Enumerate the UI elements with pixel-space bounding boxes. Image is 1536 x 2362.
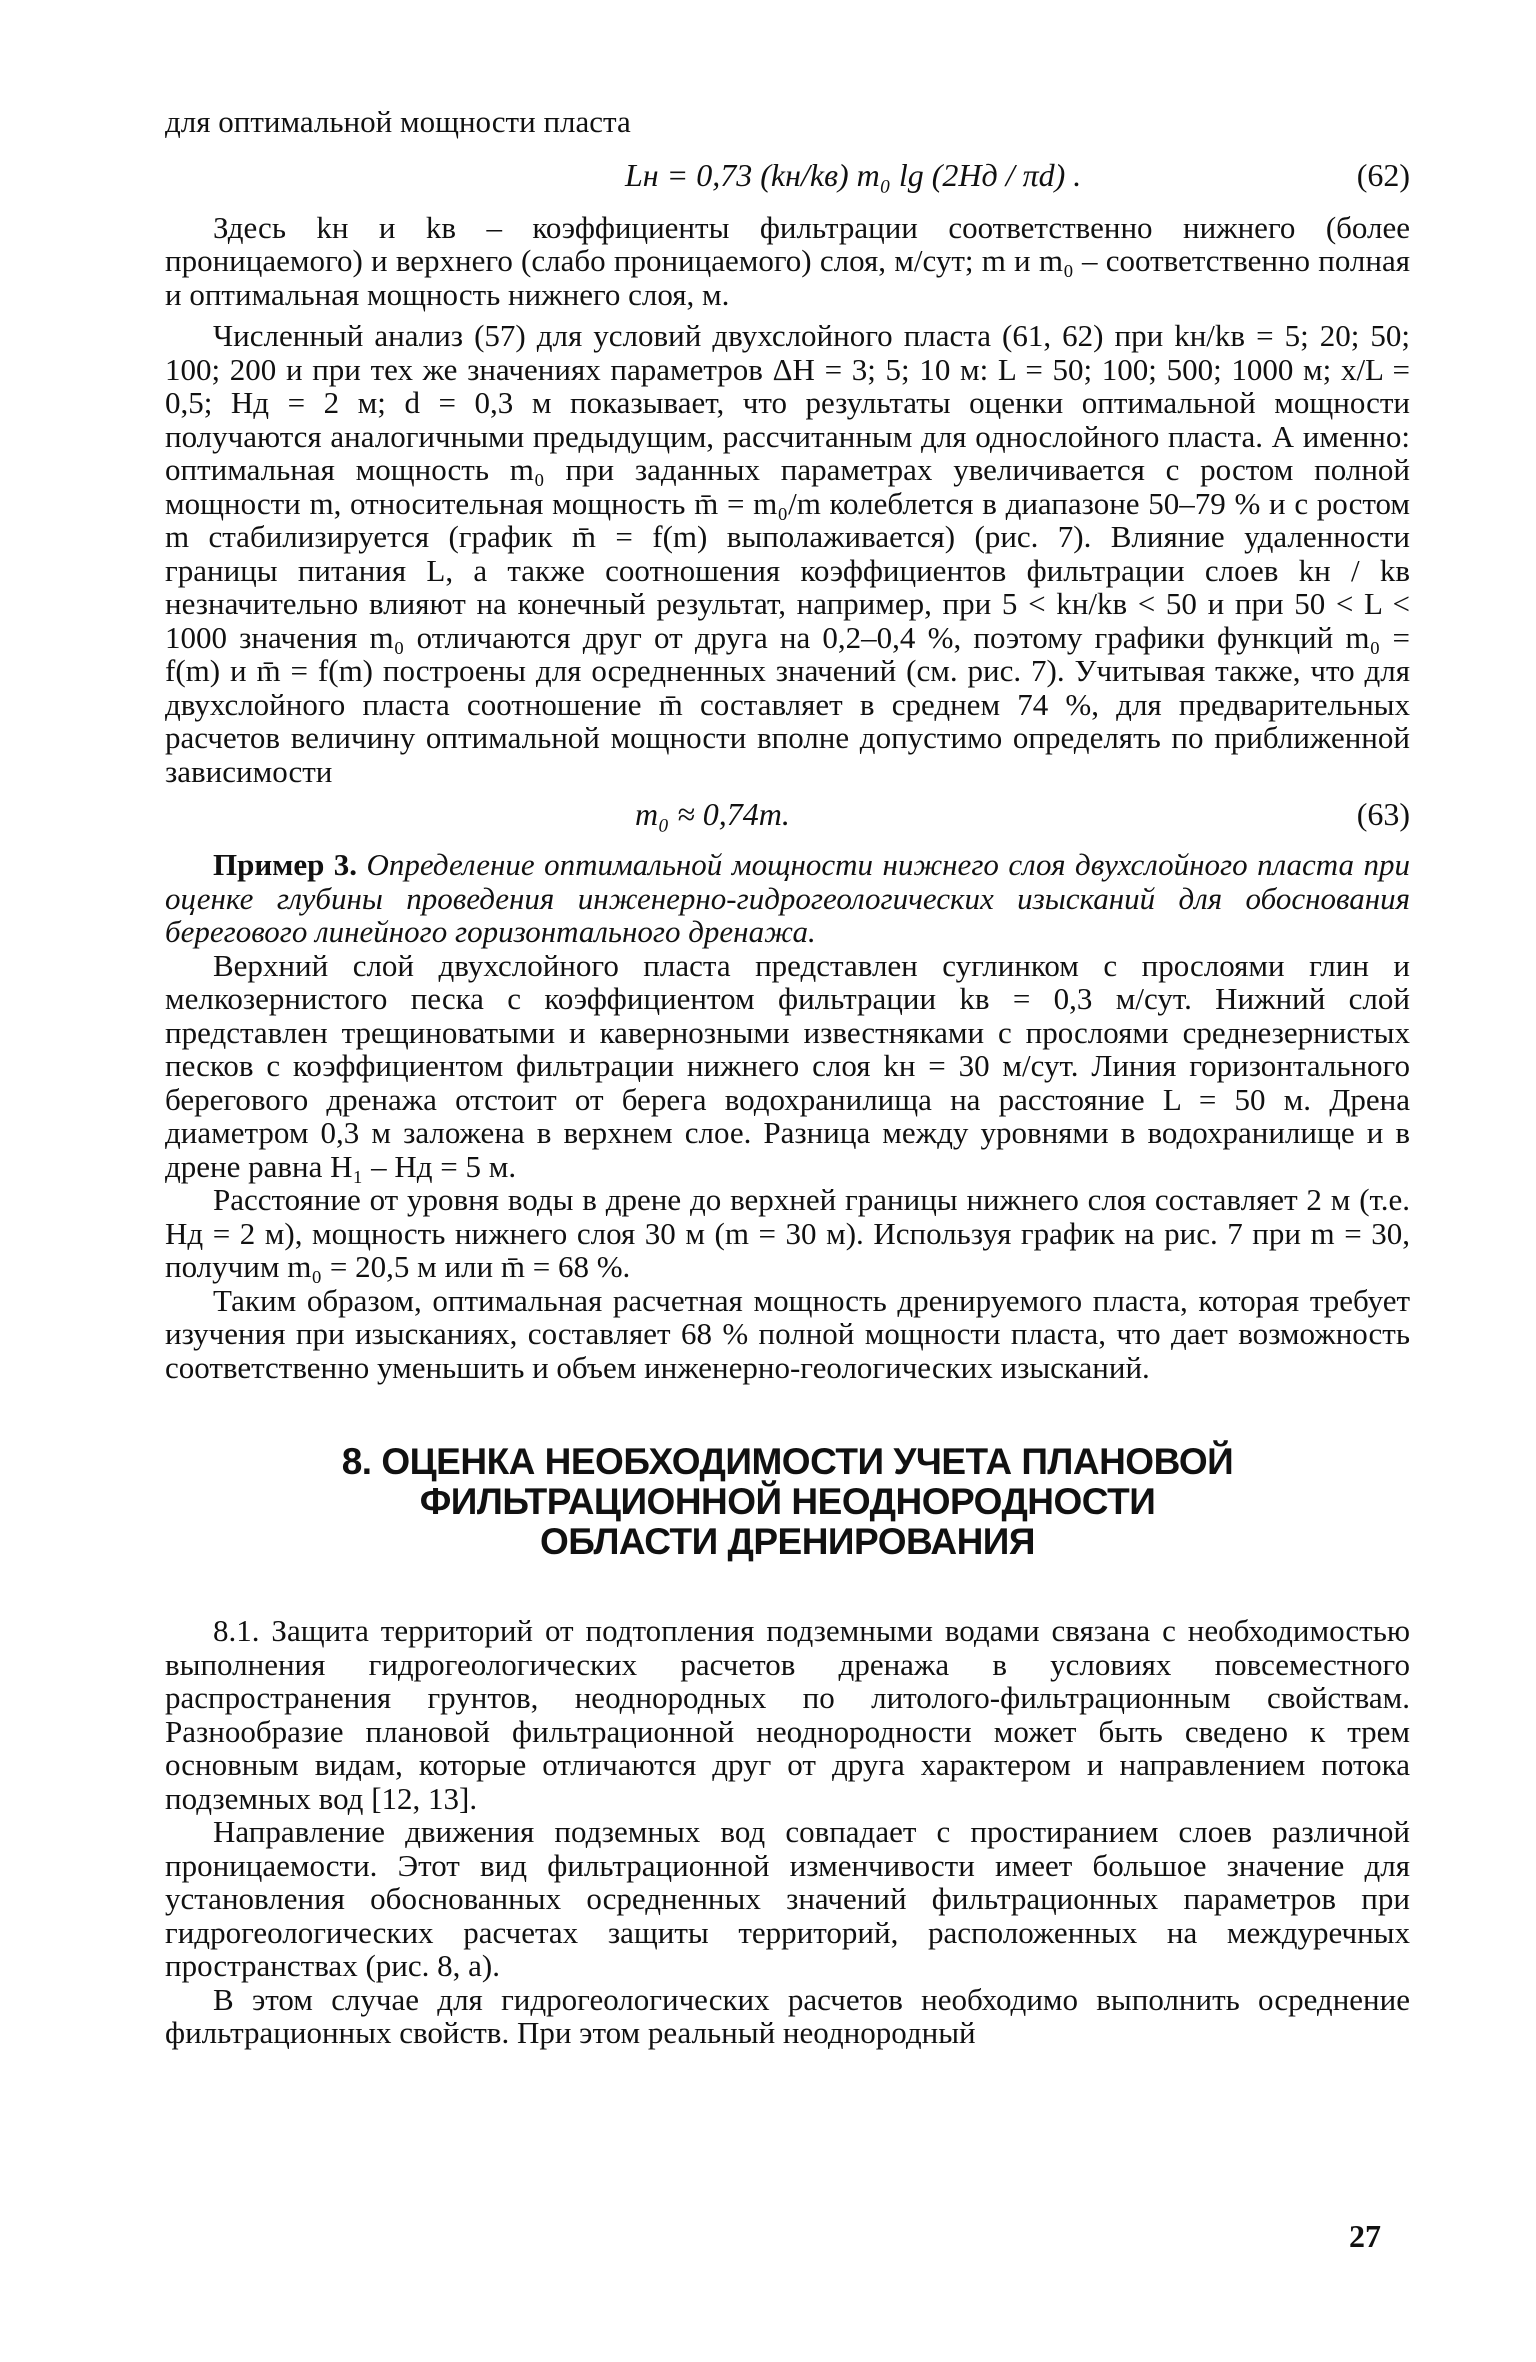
formula-63-expression: m₀ ≈ 0,74m. bbox=[635, 796, 790, 832]
section-title-line-3: ОБЛАСТИ ДРЕНИРОВАНИЯ bbox=[540, 1521, 1035, 1562]
paragraph-definitions: Здесь kн и kв – коэффициенты фильтрации соответственно нижнего (более проницаемого) и верхнего (слабо проницаемого) слоя, м/сут; m и m₀ – соответственно полная и оптимальная мощность нижнего слоя, м. bbox=[165, 209, 1410, 312]
formula-63-label: (63) bbox=[1356, 796, 1410, 832]
paragraph-case: В этом случае для гидрогеологических расчетов необходимо выполнить осреднение фильтрационных свойств. При этом реальный неоднородный bbox=[165, 1981, 1410, 2050]
formula-62 bbox=[165, 141, 1410, 207]
page-number: 27 bbox=[1349, 2218, 1381, 2254]
paragraph-analysis: Численный анализ (57) для условий двухслойного пласта (61, 62) при kн/kв = 5; 20; 50; 100; 200 и при тех же значениях параметров ΔH = 3; 5; 10 м: L = 50; 100; 500; 1000 м; x/L = 0,5; Hд = 2 м; d = 0,3 м показывает, что результаты оценки оптимальной мощности получаются аналогичными предыдущим, рассчитанным для однослойного пласта. А именно: оптимальная мощность m₀ при заданных параметрах увеличивается с ростом полной мощности m, относительная мощность m̄ = m₀/m колеблется в диапазоне 50–79 % и с ростом m стабилизируется (график m̄ = f(m) выполаживается) (рис. 7). Влияние удаленности границы питания L, а также соотношения коэффициентов фильтрации слоев kн / kв незначительно влияют на конечный результат, например, при 5 < kн/kв < 50 и при 50 < L < 1000 значения m₀ отличаются друг от друга на 0,2–0,4 %, поэтому графики функций m₀ = f(m) и m̄ = f(m) построены для осредненных значений (см. рис. 7). Учитывая также, что для двухслойного пласта соотношение m̄ составляет в среднем 74 %, для предварительных расчетов величину оптимальной мощности вполне допустимо определять по приближенной зависимости bbox=[165, 318, 1410, 789]
formula-62-label: (62) bbox=[1356, 156, 1410, 193]
section-title-line-1: 8. ОЦЕНКА НЕОБХОДИМОСТИ УЧЕТА ПЛАНОВОЙ bbox=[341, 1441, 1234, 1482]
paragraph-example-3: Таким образом, оптимальная расчетная мощность дренируемого пласта, которая требует изучения при изысканиях, составляет 68 % полной мощности пласта, что дает возможность соответственно уменьшить и объем инженерно-геологических изысканий. bbox=[165, 1282, 1410, 1385]
paragraph-direction: Направление движения подземных вод совпадает с простиранием слоев различной проницаемости. Этот вид фильтрационной изменчивости имеет большое значение для установления обоснованных осредненных значений фильтрационных параметров при гидрогеологических расчетах защиты территорий, расположенных на междуречных пространствах (рис. 8, а). bbox=[165, 1814, 1410, 1983]
text-column bbox=[165, 105, 1410, 2050]
paragraph-8-1: 8.1. Защита территорий от подтопления подземными водами связана с необходимостью выполнения гидрогеологических расчетов дренажа в условиях повсеместного распространения грунтов, неоднородных по литолого-фильтрационным свойствам. Разнообразие плановой фильтрационной неоднородности может быть сведено к трем основным видам, которые отличаются друг от друга характером и направлением потока подземных вод [12, 13]. bbox=[165, 1613, 1410, 1816]
section-title bbox=[165, 1442, 1410, 1562]
formula-62-expression: Lн = 0,73 (kн/kв) m₀ lg (2Hд / πd) . bbox=[625, 156, 1082, 193]
section-title-line-2: ФИЛЬТРАЦИОННОЙ НЕОДНОРОДНОСТИ bbox=[419, 1481, 1156, 1522]
example-title: Определение оптимальной мощности нижнего слоя двухслойного пласта при оценке глубины проведения инженерно-гидрогеологических изысканий для обоснования берегового линейного горизонтального дренажа. bbox=[165, 847, 1410, 949]
paragraph-example-1: Верхний слой двухслойного пласта представлен суглинком с прослоями глин и мелкозернистого песка с коэффициентом фильтрации kв = 0,3 м/сут. Нижний слой представлен трещиноватыми и кавернозными известняками с прослоями среднезернистых песков с коэффициентом фильтрации нижнего слоя kн = 30 м/сут. Линия горизонтального берегового дренажа отстоит от берега водохранилища на расстояние L = 50 м. Дрена диаметром 0,3 м заложена в верхнем слое. Разница между уровнями в водохранилище и в дрене равна H₁ – Hд = 5 м. bbox=[165, 947, 1410, 1184]
paragraph-example-2: Расстояние от уровня воды в дрене до верхней границы нижнего слоя составляет 2 м (т.е. Hд = 2 м), мощность нижнего слоя 30 м (m = 30 м). Используя график на рис. 7 при m = 30, получим m₀ = 20,5 м или m̄ = 68 %. bbox=[165, 1182, 1410, 1284]
example-label: Пример 3. bbox=[213, 847, 358, 882]
formula-63 bbox=[165, 792, 1410, 836]
intro-line: для оптимальной мощности пласта bbox=[165, 104, 631, 139]
example-heading bbox=[165, 848, 1410, 949]
